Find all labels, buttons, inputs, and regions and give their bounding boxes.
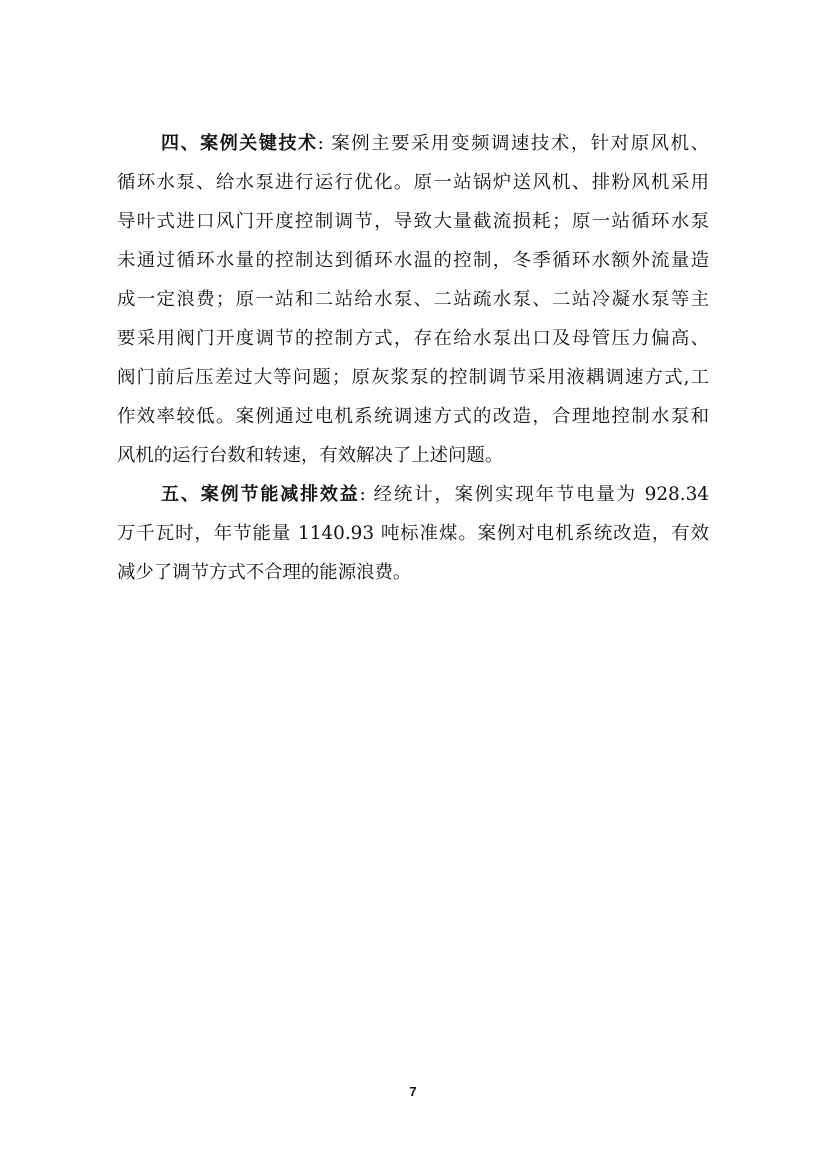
section4-line-2: 循环水泵、给水泵进行运行优化。原一站锅炉送风机、排粉风机采用 bbox=[117, 172, 709, 193]
section5-paragraph-line-1 bbox=[161, 478, 709, 512]
section5-line-3: 减少了调节方式不合理的能源浪费。 bbox=[117, 562, 412, 583]
section4-line-4: 未通过循环水量的控制达到循环水温的控制，冬季循环水额外流量造 bbox=[117, 250, 709, 271]
section4-line-1-text: : 案例主要采用变频调速技术，针对原风机、 bbox=[317, 133, 709, 154]
section5-line-1-text: : 经统计，案例实现年节电量为 928.34 bbox=[359, 484, 709, 505]
section4-paragraph-line-1 bbox=[161, 127, 709, 161]
section5-line-2: 万千瓦时，年节能量 1140.93 吨标准煤。案例对电机系统改造，有效 bbox=[117, 523, 709, 544]
page-number: 7 bbox=[409, 1084, 417, 1099]
section4-line-9: 风机的运行台数和转速，有效解决了上述问题。 bbox=[117, 445, 504, 466]
section4-heading: 四、案例关键技术 bbox=[161, 133, 318, 154]
section4-line-5: 成一定浪费；原一站和二站给水泵、二站疏水泵、二站冷凝水泵等主 bbox=[117, 289, 709, 310]
section4-line-7: 阀门前后压差过大等问题；原灰浆泵的控制调节采用液耦调速方式,工 bbox=[117, 367, 709, 388]
section4-line-3: 导叶式进口风门开度控制调节，导致大量截流损耗；原一站循环水泵 bbox=[117, 211, 709, 232]
section5-heading: 五、案例节能减排效益 bbox=[161, 484, 360, 505]
section4-line-8: 作效率较低。案例通过电机系统调速方式的改造，合理地控制水泵和 bbox=[117, 406, 709, 427]
section4-line-6: 要采用阀门开度调节的控制方式，存在给水泵出口及母管压力偏高、 bbox=[117, 328, 709, 349]
